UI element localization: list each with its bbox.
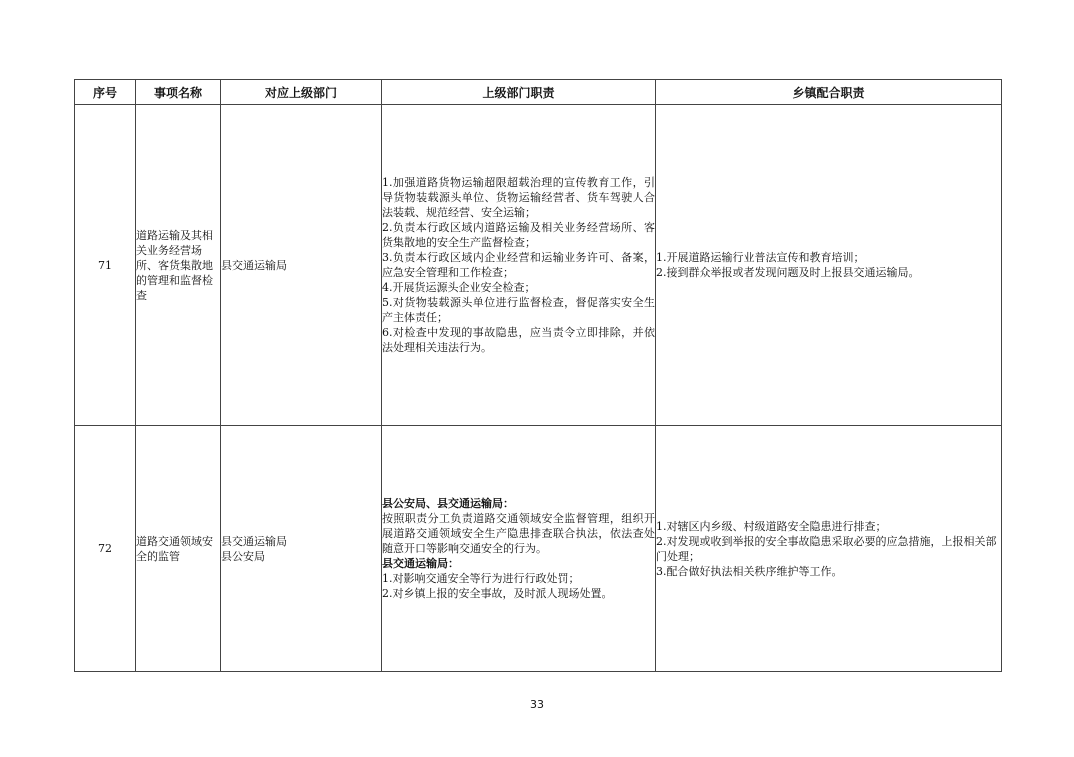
coop-line: 2.接到群众举报或者发现问题及时上报县交通运输局。 — [656, 266, 920, 279]
row-town-duty — [656, 105, 1002, 426]
dept-line: 县公安局 — [221, 549, 265, 563]
row-item-name: 道路交通领域安全的监管 — [136, 426, 221, 672]
duty-line: 6.对检查中发现的事故隐患，应当责令立即排除，并依法处理相关违法行为。 — [382, 326, 655, 354]
row-serial: 71 — [75, 105, 136, 426]
coop-line: 2.对发现或收到举报的安全事故隐患采取必要的应急措施，上报相关部门处理； — [656, 534, 997, 563]
duty-line: 2.负责本行政区域内道路运输及相关业务经营场所、客货集散地的安全生产监督检查； — [382, 221, 655, 249]
coop-line: 1.开展道路运输行业普法宣传和教育培训； — [656, 251, 865, 264]
coop-line: 3.配合做好执法相关秩序维护等工作。 — [656, 564, 843, 578]
duty-heading: 县公安局、县交通运输局： — [382, 497, 514, 510]
duty-line: 2.对乡镇上报的安全事故，及时派人现场处置。 — [382, 587, 613, 600]
row-dept — [221, 105, 382, 426]
header-item-name: 事项名称 — [136, 80, 221, 105]
table-row — [75, 426, 1002, 672]
dept-line: 县交通运输局 — [221, 534, 287, 548]
duty-line: 3.负责本行政区域内企业经营和运输业务许可、备案，应急安全管理和工作检查； — [382, 251, 655, 279]
row-dept-duty — [382, 105, 656, 426]
header-town-duty: 乡镇配合职责 — [656, 80, 1002, 105]
duty-table — [74, 79, 1002, 672]
row-dept-duty — [382, 426, 656, 672]
duty-line: 5.对货物装载源头单位进行监督检查，督促落实安全生产主体责任； — [382, 296, 655, 324]
duty-line: 1.对影响交通安全等行为进行行政处罚； — [382, 572, 580, 585]
header-serial: 序号 — [75, 80, 136, 105]
duty-line: 1.加强道路货物运输超限超载治理的宣传教育工作，引导货物装载源头单位、货物运输经营者、货车驾驶人合法装载、规范经营、安全运输； — [382, 176, 655, 219]
coop-line: 1.对辖区内乡级、村级道路安全隐患进行排查； — [656, 519, 887, 533]
dept-line: 县交通运输局 — [221, 258, 287, 272]
row-serial: 72 — [75, 426, 136, 672]
duty-line: 4.开展货运源头企业安全检查； — [382, 281, 536, 294]
row-town-duty — [656, 426, 1002, 672]
page-number: 33 — [530, 698, 544, 711]
row-dept — [221, 426, 382, 672]
duty-line: 按照职责分工负责道路交通领域安全监督管理，组织开展道路交通领域安全生产隐患排查联合执法，依法查处随意开口等影响交通安全的行为。 — [382, 512, 655, 555]
header-dept: 对应上级部门 — [221, 80, 382, 105]
table-header-row — [75, 80, 1002, 105]
duty-heading: 县交通运输局： — [382, 557, 459, 570]
table-row — [75, 105, 1002, 426]
row-item-name: 道路运输及其相关业务经营场所、客货集散地的管理和监督检查 — [136, 105, 221, 426]
header-dept-duty: 上级部门职责 — [382, 80, 656, 105]
